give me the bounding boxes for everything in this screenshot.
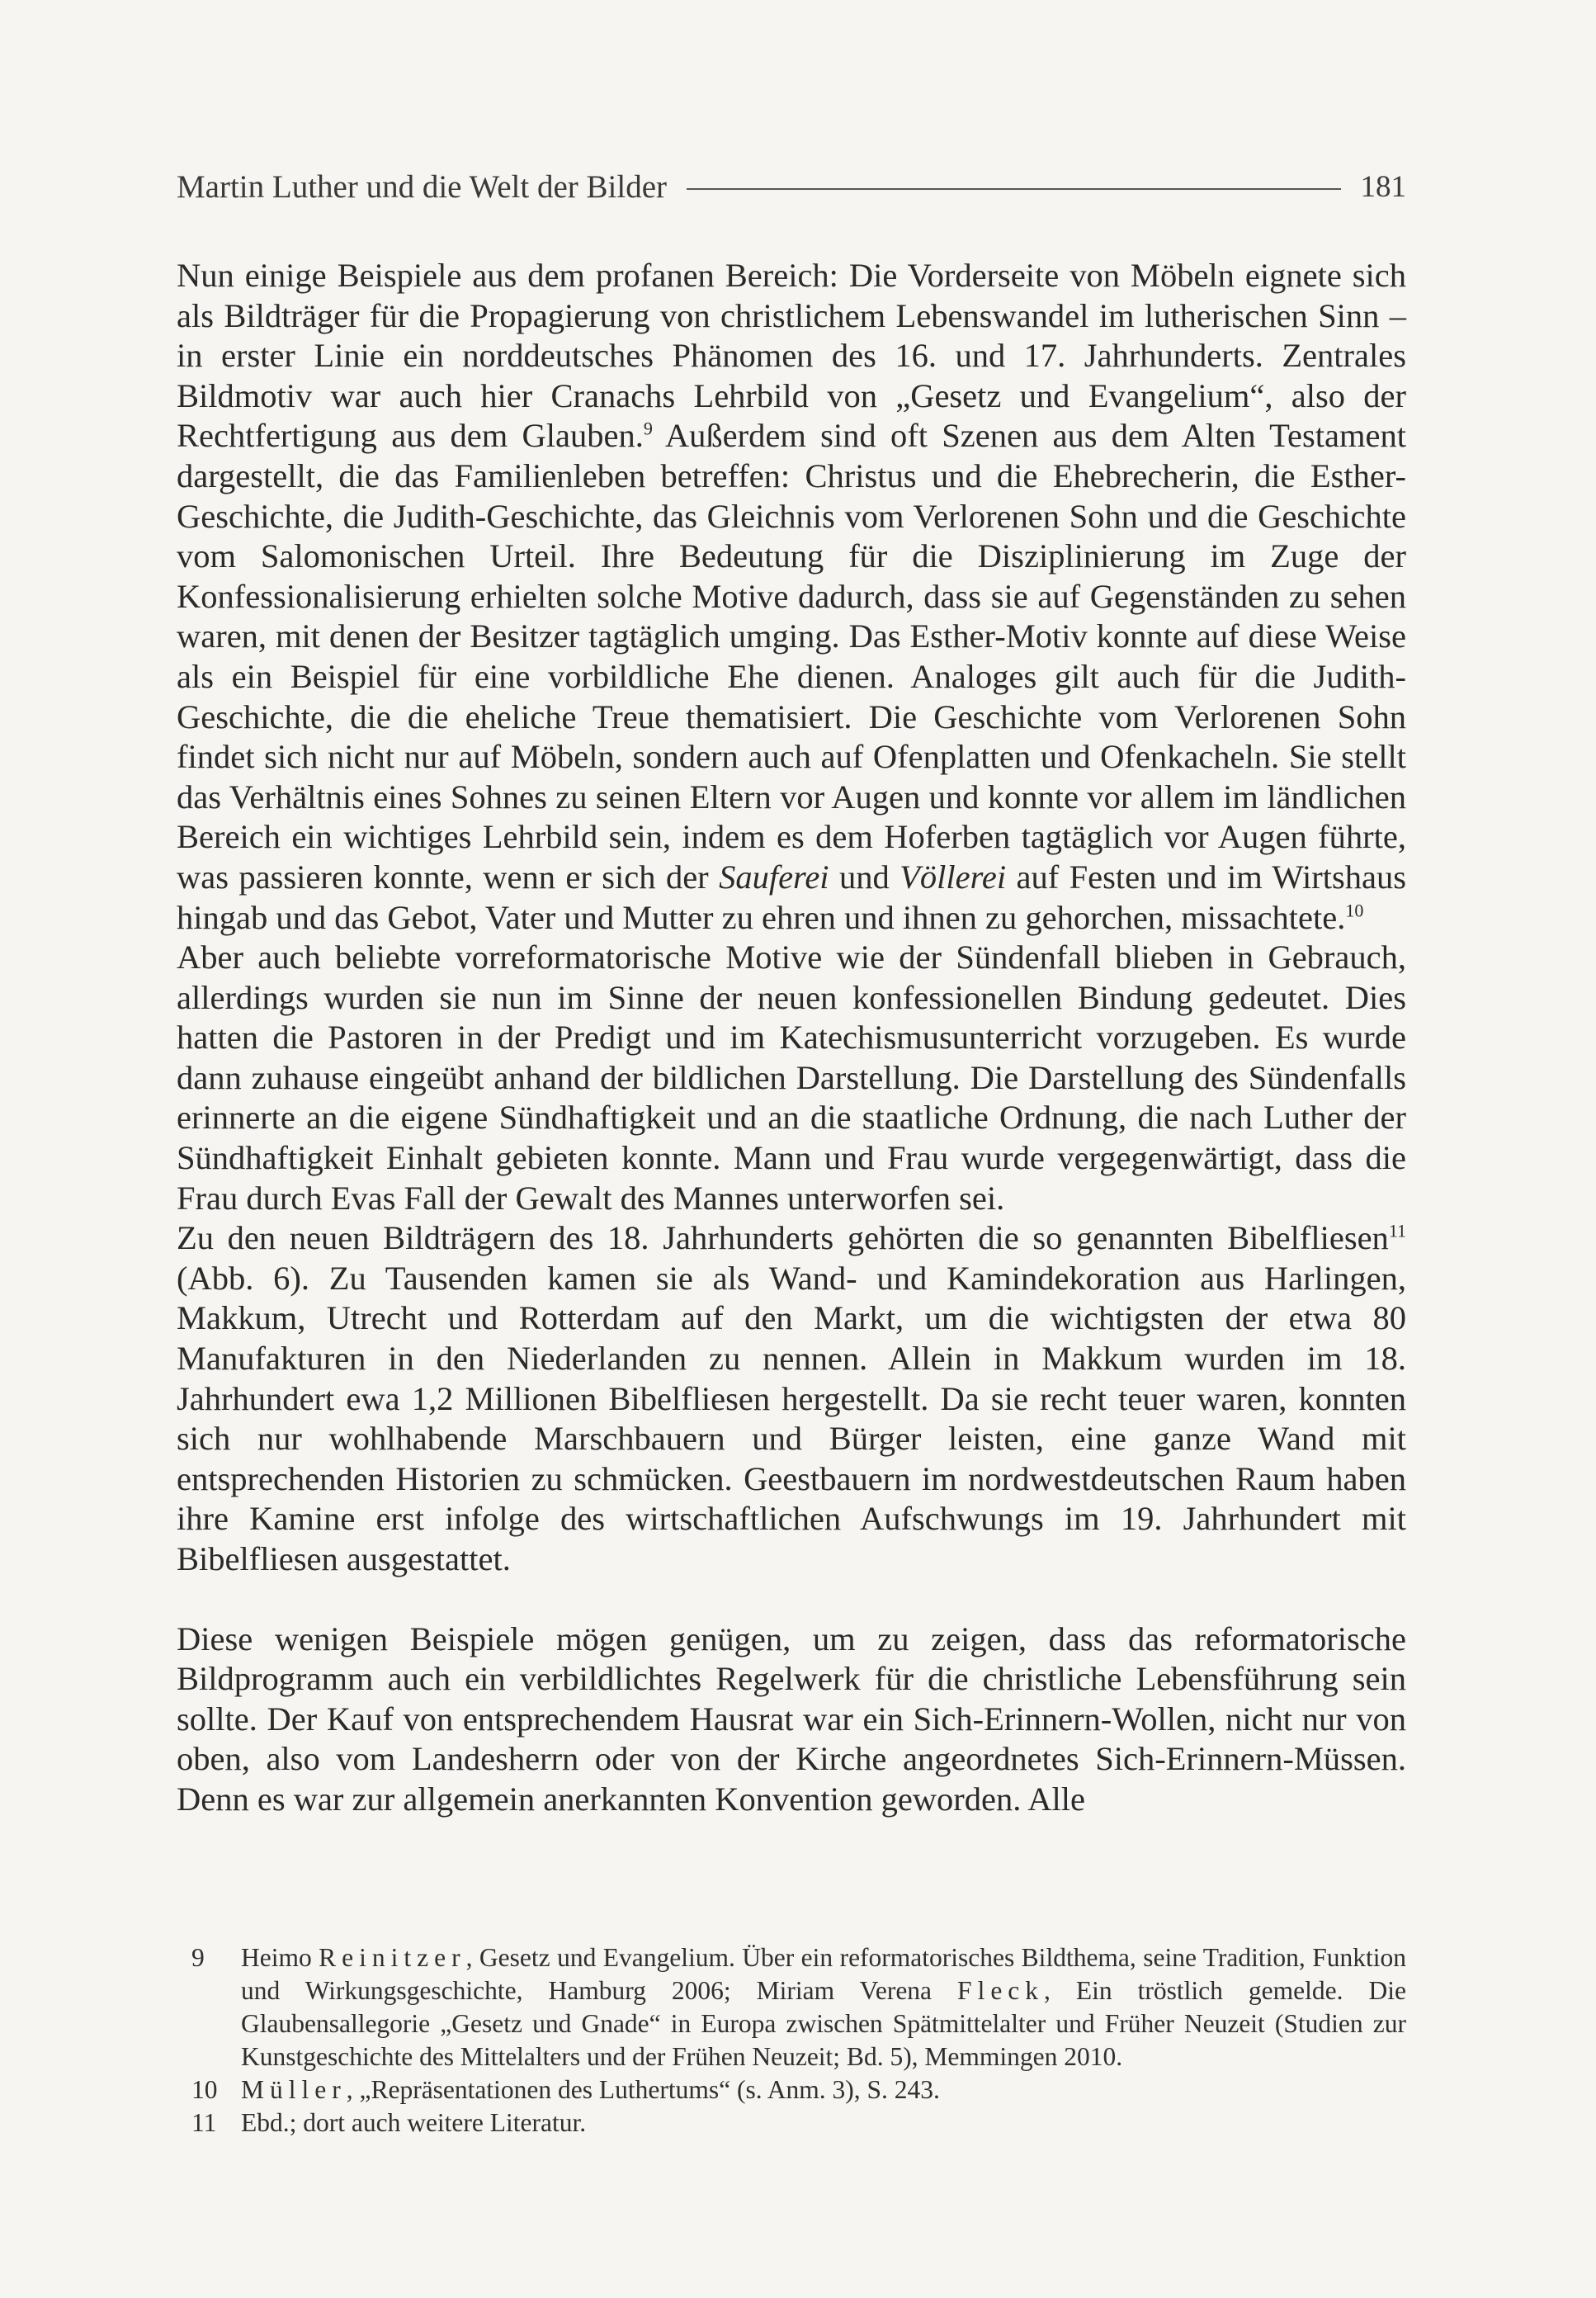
author-name: Fleck <box>957 1976 1045 2005</box>
footnote-number: 11 <box>191 2108 217 2137</box>
text-segment: , Ein tröstlich gemelde. Die Glaubensallegorie „Gesetz und Gnade“ in Europa zwischen Spätmittelalter und Früher Neuzeit (Studien zur Kunstgeschichte des Mittelalters und der Frühen Neuzeit; Bd. 5), Memmingen 2010. <box>241 1976 1406 2071</box>
text-segment: und <box>829 858 900 896</box>
footnote-number: 9 <box>191 1943 205 1972</box>
footnote-11 <box>177 2106 1406 2140</box>
paragraph-3 <box>177 1218 1406 1579</box>
italic-term-voellerei: Völlerei <box>900 858 1007 896</box>
text-segment: (Abb. 6). Zu Tausenden kamen sie als Wand- und Kamindekoration aus Harlingen, Makkum, Utrecht und Rotterdam auf den Markt, um die wichtigsten der etwa 80 Manufakturen in den Niederlanden zu nennen. Allein in Makkum wurden im 18. Jahrhundert ewa 1,2 Millionen Bibelfliesen hergestellt. Da sie recht teuer waren, konnten sich nur wohlhabende Marschbauern und Bürger leisten, eine ganze Wand mit entsprechenden Historien zu schmücken. Geestbauern im nordwestdeutschen Raum haben ihre Kamine erst infolge des wirtschaftlichen Aufschwungs im 19. Jahrhundert mit Bibelfliesen ausgestattet. <box>177 1259 1406 1577</box>
footnote-ref-10: 10 <box>1345 900 1364 920</box>
text-segment: Heimo <box>241 1943 319 1972</box>
paragraph-4: Diese wenigen Beispiele mögen genügen, um zu zeigen, dass das reformatorische Bildprogramm auch ein verbildlichtes Regelwerk für die christliche Lebensführung sein sollte. Der Kauf von entsprechendem Hausrat war ein Sich-Erinnern-Wollen, nicht nur von oben, also vom Landesherrn oder von der Kirche angeordnetes Sich-Erinnern-Müssen. Denn es war zur allgemein anerkannten Konvention geworden. Alle <box>177 1619 1406 1818</box>
italic-term-sauferei: Sauferei <box>719 858 829 896</box>
footnote-text <box>241 1941 1406 2073</box>
main-text <box>177 256 1406 1820</box>
footnote-text <box>241 2073 1406 2106</box>
paragraph-2: Aber auch beliebte vorreformatorische Motive wie der Sündenfall blieben in Gebrauch, allerdings wurden sie nun im Sinne der neuen konfessionellen Bindung gedeutet. Dies hatten die Pastoren in der Predigt und im Katechismusunterricht vorzugeben. Es wurde dann zuhause eingeübt anhand der bildlichen Darstellung. Die Darstellung des Sündenfalls erinnerte an die eigene Sündhaftigkeit und an die staatliche Ordnung, die nach Luther der Sündhaftigkeit Einhalt gebieten konnte. Mann und Frau wurde vergegenwärtigt, dass die Frau durch Evas Fall der Gewalt des Mannes unterworfen sei. <box>177 939 1406 1217</box>
footnote-number: 10 <box>191 2075 218 2104</box>
author-name: Reinitzer <box>319 1943 466 1972</box>
footnote-10 <box>177 2073 1406 2106</box>
footnote-9 <box>177 1941 1406 2073</box>
footnote-ref-11: 11 <box>1388 1220 1406 1241</box>
page-number: 181 <box>1360 169 1406 204</box>
text-segment: , Gesetz und Evangelium. Über ein reformatorisches Bildthema, seine Tradition, Funktion und Wirkungsgeschichte, Hamburg 2006; Miriam Verena <box>241 1943 1406 2005</box>
text-segment: Außerdem sind oft Szenen aus dem Alten Testament dargestellt, die das Familienleben betreffen: Christus und die Ehebrecherin, die Esther-Geschichte, die Judith-Geschichte, das Gleichnis vom Verlorenen Sohn und die Geschichte vom Salomonischen Urteil. Ihre Bedeutung für die Disziplinierung im Zuge der Konfessionalisierung erhielten solche Motive dadurch, dass sie auf Gegenständen zu sehen waren, mit denen der Besitzer tagtäglich umging. Das Esther-Motiv konnte auf diese Weise als ein Beispiel für eine vorbildliche Ehe dienen. Analoges gilt auch für die Judith-Geschichte, die die eheliche Treue thematisiert. Die Geschichte vom Verlorenen Sohn findet sich nicht nur auf Möbeln, sondern auch auf Ofenplatten und Ofenkacheln. Sie stellt das Verhältnis eines Sohnes zu seinen Eltern vor Augen und konnte vor allem im ländlichen Bereich ein wichtiges Lehrbild sein, indem es dem Hoferben tagtäglich vor Augen führte, was passieren konnte, wenn er sich der <box>177 417 1406 896</box>
text-segment: Zu den neuen Bildträgern des 18. Jahrhunderts gehörten die so genannten Bibelfliesen <box>177 1219 1389 1257</box>
text-segment: auf Festen und im Wirtshaus hingab und das Gebot, Vater und Mutter zu ehren und ihnen zu gehorchen, missachtete. <box>177 858 1407 936</box>
paragraph-1 <box>177 256 1406 938</box>
running-title: Martin Luther und die Welt der Bilder <box>177 168 667 205</box>
author-name: Müller <box>241 2075 347 2104</box>
footnotes <box>177 1941 1406 2140</box>
footnote-text: Ebd.; dort auch weitere Literatur. <box>241 2108 587 2137</box>
text-segment: Nun einige Beispiele aus dem profanen Bereich: Die Vorderseite von Möbeln eignete sich als Bildträger für die Propagierung von christlichem Lebenswandel im lutherischen Sinn – in erster Linie ein norddeutsches Phänomen des 16. und 17. Jahrhunderts. Zentrales Bildmotiv war auch hier Cranachs Lehrbild von „Gesetz und Evangelium“, also der Rechtfertigung aus dem Glauben. <box>177 257 1406 455</box>
footnote-ref-9: 9 <box>643 418 653 439</box>
running-header <box>177 162 1406 211</box>
text-segment: , „Repräsentationen des Luthertums“ (s. Anm. 3), S. 243. <box>346 2075 940 2104</box>
header-rule <box>687 188 1341 190</box>
